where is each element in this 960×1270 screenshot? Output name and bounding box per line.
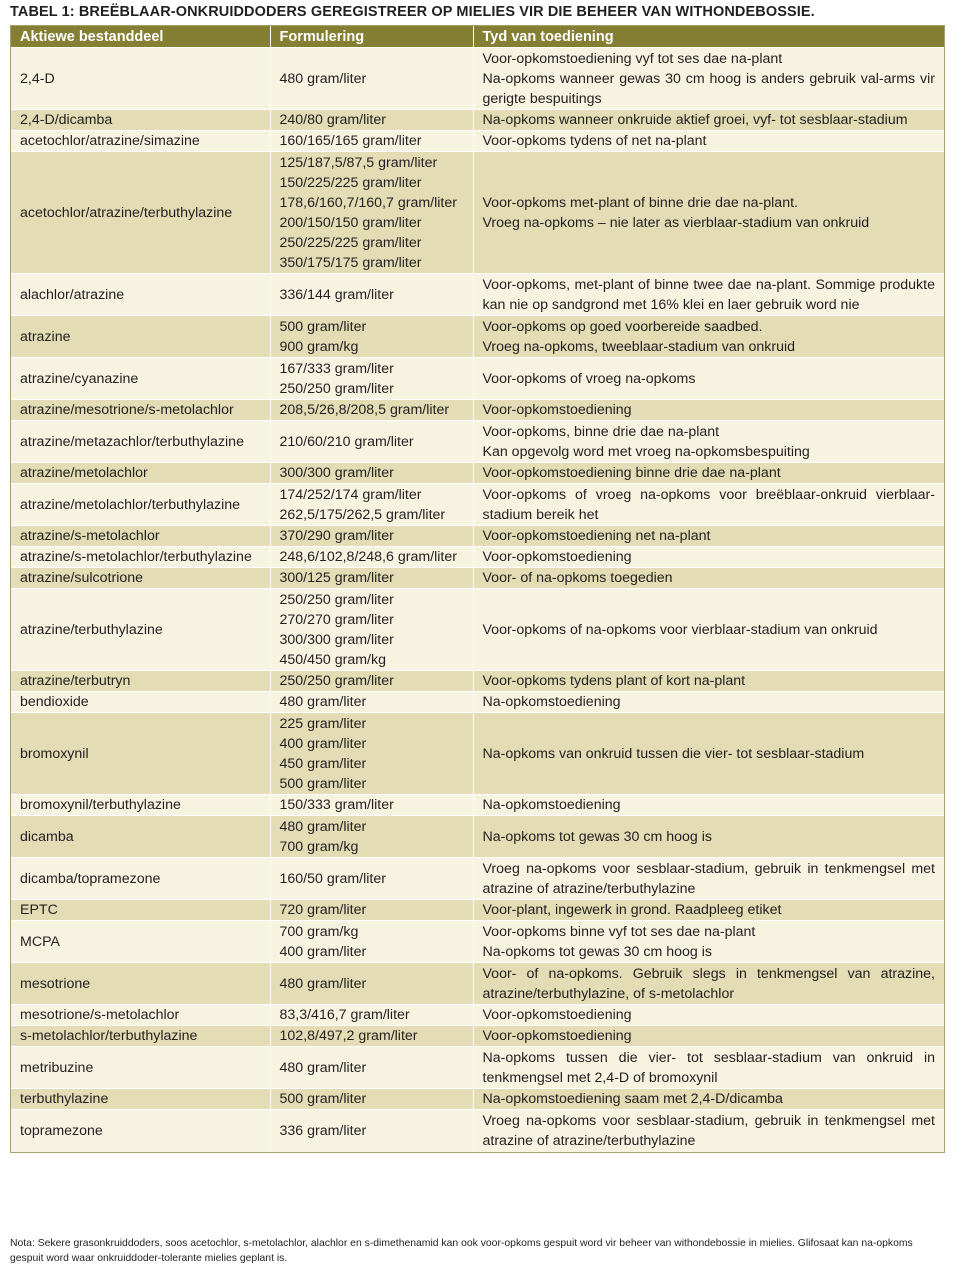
table-row <box>11 963 944 1005</box>
cell-ingredient: terbuthylazine <box>11 1089 270 1110</box>
table-row <box>11 921 944 963</box>
cell-formulation: 480 gram/liter <box>270 692 473 713</box>
table-row <box>11 110 944 131</box>
cell-ingredient: 2,4-D <box>11 48 270 110</box>
cell-ingredient: atrazine/metolachlor <box>11 463 270 484</box>
cell-timing: Voor-opkomstoediening <box>473 1005 944 1026</box>
cell-ingredient: atrazine/metolachlor/terbuthylazine <box>11 484 270 526</box>
cell-ingredient: mesotrione/s-metolachlor <box>11 1005 270 1026</box>
table-row <box>11 526 944 547</box>
cell-timing: Na-opkomstoediening saam met 2,4-D/dicamba <box>473 1089 944 1110</box>
cell-timing: Voor- of na-opkoms toegedien <box>473 568 944 589</box>
cell-timing: Voor-opkomstoediening binne drie dae na-plant <box>473 463 944 484</box>
cell-ingredient: atrazine/mesotrione/s-metolachlor <box>11 400 270 421</box>
footnote: Nota: Sekere grasonkruiddoders, soos acetochlor, s-metolachlor, alachlor en s-dimethenamid kan ook voor-opkoms gespuit word vir beheer van withondebossie in mielies. Glifosaat kan na-opkoms gespuit word waar onkruiddoder-tolerante mielies geplant is. <box>10 1238 913 1264</box>
cell-formulation: 83,3/416,7 gram/liter <box>270 1005 473 1026</box>
table-row <box>11 816 944 858</box>
cell-ingredient: atrazine/cyanazine <box>11 358 270 400</box>
cell-ingredient: EPTC <box>11 900 270 921</box>
cell-timing: Voor-opkoms binne vyf tot ses dae na-plant Na-opkoms tot gewas 30 cm hoog is <box>473 921 944 963</box>
cell-ingredient: acetochlor/atrazine/terbuthylazine <box>11 152 270 274</box>
cell-formulation: 336/144 gram/liter <box>270 274 473 316</box>
table-row <box>11 484 944 526</box>
cell-formulation: 336 gram/liter <box>270 1110 473 1152</box>
table-row <box>11 400 944 421</box>
cell-formulation: 500 gram/liter 900 gram/kg <box>270 316 473 358</box>
cell-timing: Voor-opkoms tydens of net na-plant <box>473 131 944 152</box>
cell-timing: Vroeg na-opkoms voor sesblaar-stadium, gebruik in tenkmengsel met atrazine of atrazine/terbuthylazine <box>473 858 944 900</box>
cell-ingredient: atrazine/sulcotrione <box>11 568 270 589</box>
table-row <box>11 358 944 400</box>
cell-ingredient: alachlor/atrazine <box>11 274 270 316</box>
table-row <box>11 713 944 795</box>
cell-ingredient: atrazine/s-metolachlor/terbuthylazine <box>11 547 270 568</box>
cell-ingredient: atrazine/metazachlor/terbuthylazine <box>11 421 270 463</box>
cell-timing: Voor-opkoms tydens plant of kort na-plant <box>473 671 944 692</box>
table-row <box>11 795 944 816</box>
cell-timing: Na-opkoms tussen die vier- tot sesblaar-stadium van onkruid in tenkmengsel met 2,4-D of bromoxynil <box>473 1047 944 1089</box>
cell-formulation: 102,8/497,2 gram/liter <box>270 1026 473 1047</box>
cell-timing: Voor-opkomstoediening net na-plant <box>473 526 944 547</box>
cell-formulation: 160/50 gram/liter <box>270 858 473 900</box>
cell-formulation: 500 gram/liter <box>270 1089 473 1110</box>
cell-ingredient: atrazine/terbutryn <box>11 671 270 692</box>
column-header-timing: Tyd van toediening <box>473 26 944 48</box>
cell-formulation: 480 gram/liter 700 gram/kg <box>270 816 473 858</box>
table-title: TABEL 1: BREËBLAAR-ONKRUIDDODERS GEREGISTREER OP MIELIES VIR DIE BEHEER VAN WITHONDEBOSSIE. <box>10 4 815 20</box>
cell-formulation: 720 gram/liter <box>270 900 473 921</box>
cell-timing: Voor-opkomstoediening <box>473 400 944 421</box>
cell-formulation: 480 gram/liter <box>270 963 473 1005</box>
cell-ingredient: mesotrione <box>11 963 270 1005</box>
table-row <box>11 421 944 463</box>
cell-timing: Na-opkomstoediening <box>473 795 944 816</box>
table-header-row <box>11 26 944 48</box>
cell-formulation: 248,6/102,8/248,6 gram/liter <box>270 547 473 568</box>
table-row <box>11 568 944 589</box>
cell-timing: Voor-opkoms of na-opkoms voor vierblaar-stadium van onkruid <box>473 589 944 671</box>
cell-ingredient: bendioxide <box>11 692 270 713</box>
table-row <box>11 858 944 900</box>
table-row <box>11 1089 944 1110</box>
cell-timing: Na-opkomstoediening <box>473 692 944 713</box>
table-row <box>11 671 944 692</box>
cell-timing: Voor-opkomstoediening <box>473 1026 944 1047</box>
cell-formulation: 210/60/210 gram/liter <box>270 421 473 463</box>
table-row <box>11 1026 944 1047</box>
cell-ingredient: s-metolachlor/terbuthylazine <box>11 1026 270 1047</box>
cell-ingredient: MCPA <box>11 921 270 963</box>
cell-timing: Na-opkoms van onkruid tussen die vier- tot sesblaar-stadium <box>473 713 944 795</box>
cell-ingredient: dicamba <box>11 816 270 858</box>
table-row <box>11 547 944 568</box>
cell-formulation: 125/187,5/87,5 gram/liter 150/225/225 gram/liter 178,6/160,7/160,7 gram/liter 200/150/150 gram/liter 250/225/225 gram/liter 350/175/175 gram/liter <box>270 152 473 274</box>
table-row <box>11 1005 944 1026</box>
cell-formulation: 167/333 gram/liter 250/250 gram/liter <box>270 358 473 400</box>
cell-ingredient: bromoxynil <box>11 713 270 795</box>
cell-timing: Na-opkoms wanneer onkruide aktief groei, vyf- tot sesblaar-stadium <box>473 110 944 131</box>
cell-formulation: 240/80 gram/liter <box>270 110 473 131</box>
table-row <box>11 463 944 484</box>
cell-timing: Voor-opkoms, binne drie dae na-plant Kan opgevolg word met vroeg na-opkomsbespuiting <box>473 421 944 463</box>
cell-timing: Voor-opkoms, met-plant of binne twee dae na-plant. Sommige produkte kan nie op sandgrond met 16% klei en laer gebruik word nie <box>473 274 944 316</box>
cell-timing: Voor-opkoms op goed voorbereide saadbed. Vroeg na-opkoms, tweeblaar-stadium van onkruid <box>473 316 944 358</box>
cell-ingredient: atrazine/terbuthylazine <box>11 589 270 671</box>
cell-formulation: 300/125 gram/liter <box>270 568 473 589</box>
cell-timing: Vroeg na-opkoms voor sesblaar-stadium, gebruik in tenkmengsel met atrazine of atrazine/terbuthylazine <box>473 1110 944 1152</box>
cell-formulation: 160/165/165 gram/liter <box>270 131 473 152</box>
cell-timing: Voor-opkomstoediening vyf tot ses dae na-plant Na-opkoms wanneer gewas 30 cm hoog is anders gebruik val-arms vir gerigte bespuitings <box>473 48 944 110</box>
cell-formulation: 225 gram/liter 400 gram/liter 450 gram/liter 500 gram/liter <box>270 713 473 795</box>
cell-formulation: 250/250 gram/liter <box>270 671 473 692</box>
cell-ingredient: bromoxynil/terbuthylazine <box>11 795 270 816</box>
cell-timing: Voor-plant, ingewerk in grond. Raadpleeg etiket <box>473 900 944 921</box>
cell-formulation: 174/252/174 gram/liter 262,5/175/262,5 gram/liter <box>270 484 473 526</box>
table-row <box>11 131 944 152</box>
cell-formulation: 370/290 gram/liter <box>270 526 473 547</box>
table-row <box>11 316 944 358</box>
cell-ingredient: acetochlor/atrazine/simazine <box>11 131 270 152</box>
cell-ingredient: topramezone <box>11 1110 270 1152</box>
cell-formulation: 700 gram/kg 400 gram/liter <box>270 921 473 963</box>
cell-timing: Voor- of na-opkoms. Gebruik slegs in tenkmengsel van atrazine, atrazine/terbuthylazine, of s-metolachlor <box>473 963 944 1005</box>
cell-formulation: 208,5/26,8/208,5 gram/liter <box>270 400 473 421</box>
cell-ingredient: atrazine/s-metolachlor <box>11 526 270 547</box>
cell-timing: Voor-opkomstoediening <box>473 547 944 568</box>
table-row <box>11 900 944 921</box>
cell-ingredient: 2,4-D/dicamba <box>11 110 270 131</box>
table-row <box>11 692 944 713</box>
cell-formulation: 480 gram/liter <box>270 48 473 110</box>
table-row <box>11 274 944 316</box>
cell-timing: Na-opkoms tot gewas 30 cm hoog is <box>473 816 944 858</box>
table-row <box>11 48 944 110</box>
column-header-ingredient: Aktiewe bestanddeel <box>11 26 270 48</box>
cell-formulation: 300/300 gram/liter <box>270 463 473 484</box>
cell-timing: Voor-opkoms met-plant of binne drie dae na-plant. Vroeg na-opkoms – nie later as vierblaar-stadium van onkruid <box>473 152 944 274</box>
table-row <box>11 152 944 274</box>
cell-ingredient: atrazine <box>11 316 270 358</box>
cell-formulation: 250/250 gram/liter 270/270 gram/liter 300/300 gram/liter 450/450 gram/kg <box>270 589 473 671</box>
cell-timing: Voor-opkoms of vroeg na-opkoms <box>473 358 944 400</box>
column-header-formulation: Formulering <box>270 26 473 48</box>
cell-ingredient: dicamba/topramezone <box>11 858 270 900</box>
table-row <box>11 589 944 671</box>
table-row <box>11 1047 944 1089</box>
cell-timing: Voor-opkoms of vroeg na-opkoms voor breëblaar-onkruid vierblaar-stadium bereik het <box>473 484 944 526</box>
cell-formulation: 480 gram/liter <box>270 1047 473 1089</box>
cell-formulation: 150/333 gram/liter <box>270 795 473 816</box>
herbicide-table <box>10 25 945 1153</box>
table-row <box>11 1110 944 1152</box>
cell-ingredient: metribuzine <box>11 1047 270 1089</box>
